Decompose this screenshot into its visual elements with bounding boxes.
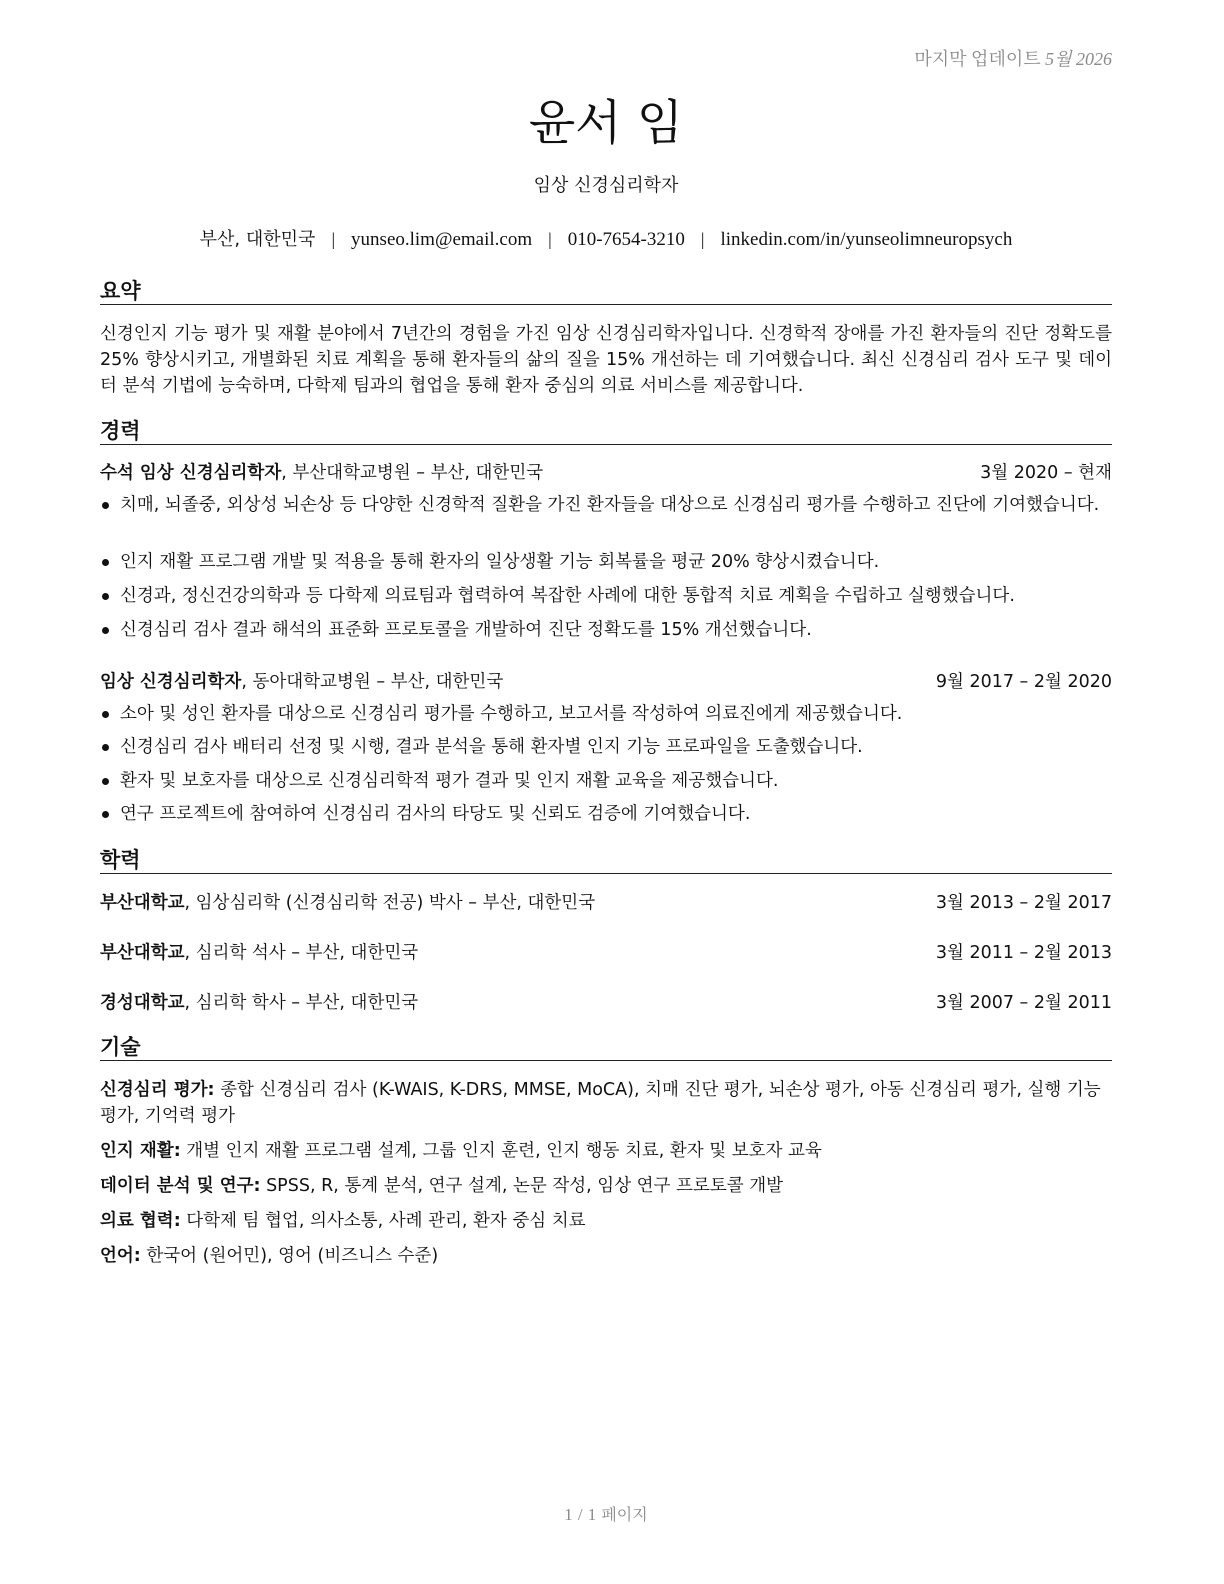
education-item xyxy=(100,891,1112,915)
contact-email-link[interactable]: yunseo.lim@email.com xyxy=(351,229,533,250)
skill-text: 종합 신경심리 검사 (K-WAIS, K-DRS, MMSE, MoCA), 치매 진단 평가, 뇌손상 평가, 아동 신경심리 평가, 실행 기능 평가, 기억력 평가 xyxy=(100,1080,1101,1126)
job-bullet-text: 연구 프로젝트에 참여하여 신경심리 검사의 타당도 및 신뢰도 검증에 기여했습니다. xyxy=(120,804,751,824)
skill-item xyxy=(100,1243,1112,1269)
job-bullet-text: 인지 재활 프로그램 개발 및 적용을 통해 환자의 일상생활 기능 회복률을 평균 20% 향상시켰습니다. xyxy=(120,552,880,572)
page-total: 1 xyxy=(587,1505,597,1524)
job-bullet xyxy=(100,701,1112,727)
job-org: , 동아대학교병원 – 부산, 대한민국 xyxy=(241,672,504,692)
education-school: 부산대학교 xyxy=(100,893,185,913)
bullet-dot xyxy=(102,559,109,566)
education-school: 부산대학교 xyxy=(100,943,185,963)
skill-text: 다학제 팀 협업, 의사소통, 사례 관리, 환자 중심 치료 xyxy=(180,1211,586,1231)
job-bullet xyxy=(100,768,1112,794)
contact-separator: | xyxy=(700,229,705,249)
section-heading-summary: 요약 xyxy=(100,278,1112,305)
last-updated xyxy=(914,45,1112,71)
contact-phone: 010-7654-3210 xyxy=(567,229,685,250)
bullet-dot xyxy=(102,778,109,785)
job-bullet xyxy=(100,549,1112,575)
bullet-dot xyxy=(102,502,109,509)
skill-label: 데이터 분석 및 연구: xyxy=(100,1176,261,1196)
education-dates: 3월 2007 – 2월 2011 xyxy=(935,993,1112,1013)
job-header xyxy=(100,670,1112,694)
job-bullet xyxy=(100,583,1112,609)
skill-item xyxy=(100,1077,1112,1129)
bullet-dot xyxy=(102,711,109,718)
section-heading-education: 학력 xyxy=(100,847,1112,874)
bullet-dot xyxy=(102,593,109,600)
education-dates: 3월 2011 – 2월 2013 xyxy=(935,943,1112,963)
skill-label: 의료 협력: xyxy=(100,1211,181,1231)
education-detail: , 심리학 학사 – 부산, 대한민국 xyxy=(184,993,419,1013)
job-title: 임상 신경심리학자 xyxy=(533,175,679,196)
skill-item xyxy=(100,1138,1112,1164)
education-detail: , 심리학 석사 – 부산, 대한민국 xyxy=(184,943,419,963)
skill-label: 인지 재활: xyxy=(100,1141,181,1161)
education-school: 경성대학교 xyxy=(100,993,185,1013)
summary-text: 신경인지 기능 평가 및 재활 분야에서 7년간의 경험을 가진 임상 신경심리학자입니다. 신경학적 장애를 가진 환자들의 진단 정확도를 25% 향상시키고, 개별화된 치료 계획을 통해 환자들의 삶의 질을 15% 개선하는 데 기여했습니다. 최신 신경심리 검사 도구 및 데이터 분석 기법에 능숙하며, 다학제 팀과의 협업을 통해 환자 중심의 의료 서비스를 제공합니다. xyxy=(100,324,1112,396)
section-heading-skills: 기술 xyxy=(100,1034,1112,1061)
job-bullet-text: 신경과, 정신건강의학과 등 다학제 의료팀과 협력하여 복잡한 사례에 대한 통합적 치료 계획을 수립하고 실행했습니다. xyxy=(120,586,1015,606)
job-bullet xyxy=(100,734,1112,760)
page-separator: / xyxy=(577,1505,583,1524)
skill-text: SPSS, R, 통계 분석, 연구 설계, 논문 작성, 임상 연구 프로토콜 개발 xyxy=(260,1176,784,1196)
last-updated-year: 2026 xyxy=(1076,49,1112,69)
person-name: 윤서 임 xyxy=(528,95,684,151)
job-bullet-text: 소아 및 성인 환자를 대상으로 신경심리 평가를 수행하고, 보고서를 작성하여 의료진에게 제공했습니다. xyxy=(120,704,903,724)
education-item xyxy=(100,941,1112,965)
skill-item xyxy=(100,1173,1112,1199)
skill-label: 언어: xyxy=(100,1246,141,1266)
skill-item xyxy=(100,1208,1112,1234)
job-bullet-text: 신경심리 검사 배터리 선정 및 시행, 결과 분석을 통해 환자별 인지 기능 프로파일을 도출했습니다. xyxy=(120,737,863,757)
skill-label: 신경심리 평가: xyxy=(100,1080,215,1100)
job-bullet-text: 신경심리 검사 결과 해석의 표준화 프로토콜을 개발하여 진단 정확도를 15% 개선했습니다. xyxy=(120,620,812,640)
job-bullet xyxy=(100,492,1112,518)
job-bullet xyxy=(100,617,1112,643)
bullet-dot xyxy=(102,811,109,818)
education-item xyxy=(100,991,1112,1015)
job-header xyxy=(100,461,1112,485)
contact-line xyxy=(100,225,1112,251)
contact-separator: | xyxy=(331,229,336,249)
last-updated-month: 5월 xyxy=(1045,49,1072,69)
page-current: 1 xyxy=(564,1505,573,1524)
last-updated-label: 마지막 업데이트 xyxy=(914,49,1041,69)
resume-page xyxy=(100,0,1112,1584)
job-dates: 9월 2017 – 2월 2020 xyxy=(935,672,1112,692)
section-heading-experience: 경력 xyxy=(100,418,1112,445)
job-org: , 부산대학교병원 – 부산, 대한민국 xyxy=(281,463,544,483)
job-bullet-text: 환자 및 보호자를 대상으로 신경심리학적 평가 결과 및 인지 재활 교육을 제공했습니다. xyxy=(120,771,779,791)
bullet-dot xyxy=(102,744,109,751)
page-number xyxy=(100,1502,1112,1525)
page-label: 페이지 xyxy=(601,1505,648,1524)
job-role: 수석 임상 신경심리학자 xyxy=(100,463,282,483)
contact-separator: | xyxy=(548,229,552,249)
job-dates: 3월 2020 – 현재 xyxy=(980,463,1112,483)
skill-text: 한국어 (원어민), 영어 (비즈니스 수준) xyxy=(140,1246,439,1266)
education-dates: 3월 2013 – 2월 2017 xyxy=(935,893,1112,913)
job-bullet xyxy=(100,801,1112,827)
job-bullet-text: 치매, 뇌졸중, 외상성 뇌손상 등 다양한 신경학적 질환을 가진 환자들을 대상으로 신경심리 평가를 수행하고 진단에 기여했습니다. xyxy=(120,495,1100,515)
job-role: 임상 신경심리학자 xyxy=(100,672,242,692)
contact-location: 부산, 대한민국 xyxy=(199,229,316,250)
bullet-dot xyxy=(102,627,109,634)
skill-text: 개별 인지 재활 프로그램 설계, 그룹 인지 훈련, 인지 행동 치료, 환자 및 보호자 교육 xyxy=(180,1141,822,1161)
contact-linkedin-link[interactable]: linkedin.com/in/yunseolimneuropsych xyxy=(720,229,1013,250)
education-detail: , 임상심리학 (신경심리학 전공) 박사 – 부산, 대한민국 xyxy=(184,893,596,913)
